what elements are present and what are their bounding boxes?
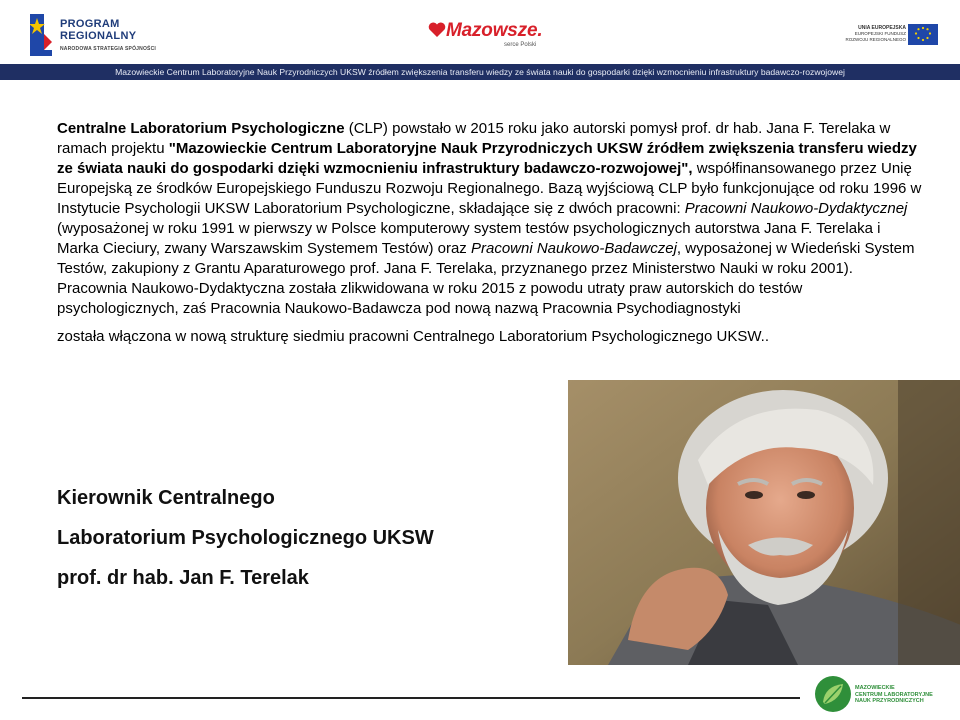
paragraph-main: [57, 119, 922, 319]
mazowsze-sub: serce Polski: [504, 42, 537, 48]
logo-line-2: CENTRUM LABORATORYJNE: [855, 691, 933, 698]
heart-icon: [428, 22, 446, 38]
strategy-label: NARODOWA STRATEGIA SPÓJNOŚCI: [60, 46, 156, 52]
leaf-icon: [815, 676, 851, 712]
paragraph-closing: została włączona w nową strukturę siedmiu pracowni Centralnego Laboratorium Psychologicznego UKSW..: [57, 328, 770, 345]
clp-name: Centralne Laboratorium Psychologiczne: [57, 120, 345, 137]
star-flag-icon: [30, 14, 52, 56]
director-line-1: Kierownik Centralnego: [57, 487, 275, 509]
logo-line-1: MAZOWIECKIE: [855, 685, 895, 691]
footer-divider: [22, 697, 800, 699]
text-segment: , wyposażonej w Wiedeński System Testów, zakupiony z Grantu Aparaturowego prof. Jana F. Terelaka, przyznanego przez Ministerstwo Nauki w roku 2001). Pracownia Naukowo-Dydaktyczna została zlikwidowana w roku 2015 z powodu utraty praw autorskich do testów psychologicznych, zaś Pracownia Naukowo-Badawcza pod nową nazwą Pracownia Psychodiagnostyki: [57, 240, 915, 317]
regionalny-label: REGIONALNY: [60, 30, 137, 42]
text-segment: (CLP) powstało w 2015 roku jako autorski pomysł prof. dr hab. Jana F. Terelaka w ramach projektu: [57, 120, 891, 157]
text-segment: współfinansowanego przez Unię Europejską ze środków Europejskiego Funduszu Rozwoju Regionalnego. Bazą wyjściową CLP było funkcjonujące od roku 1996 w Instytucie Psychologii UKSW Laboratorium Psychologiczne, składające się z dwóch pracowni:: [57, 160, 922, 217]
header: [0, 0, 960, 82]
director-heading: [57, 478, 434, 598]
director-name: prof. dr hab. Jan F. Terelak: [57, 567, 309, 589]
director-photo: [568, 380, 960, 665]
eu-flag-icon: [908, 24, 938, 45]
project-name: "Mazowieckie Centrum Laboratoryjne Nauk Przyrodniczych UKSW źródłem zwiększenia transferu wiedzy ze świata nauki do gospodarki dzięki wzmocnieniu infrastruktury badawczo-rozwojowej",: [57, 140, 917, 177]
eu-label: UNIA EUROPEJSKA: [858, 25, 906, 31]
eu-fund-label-2: ROZWOJU REGIONALNEGO: [845, 37, 906, 42]
director-line-2: Laboratorium Psychologicznego UKSW: [57, 527, 434, 549]
eu-logo: [844, 24, 940, 48]
text-segment: (wyposażonej w roku 1991 w pierwszy w Polsce komputerowy system testów psychologicznych autorstwa Jana F. Terelaka i Marka Cieciury, zwany Warszawskim Systemem Testów) oraz: [57, 220, 881, 257]
lab-name-2: Pracowni Naukowo-Badawczej: [470, 240, 677, 257]
mclnp-logo: [815, 676, 960, 716]
mazowsze-logo: [428, 18, 548, 54]
eu-fund-label: EUROPEJSKI FUNDUSZ: [854, 31, 906, 36]
lab-name-1: Pracowni Naukowo-Dydaktycznej: [684, 200, 908, 217]
program-regionalny-logo: [30, 14, 190, 54]
description-text: [57, 119, 922, 347]
logo-line-3: NAUK PRZYRODNICZYCH: [855, 698, 924, 704]
project-tagline: Mazowieckie Centrum Laboratoryjne Nauk Przyrodniczych UKSW źródłem zwiększenia transferu wiedzy ze świata nauki do gospodarki dzięki wzmocnieniu infrastruktury badawczo-rozwojowej: [0, 64, 960, 80]
program-label: PROGRAM: [60, 18, 120, 30]
mazowsze-brand: Mazowsze.: [446, 20, 543, 41]
